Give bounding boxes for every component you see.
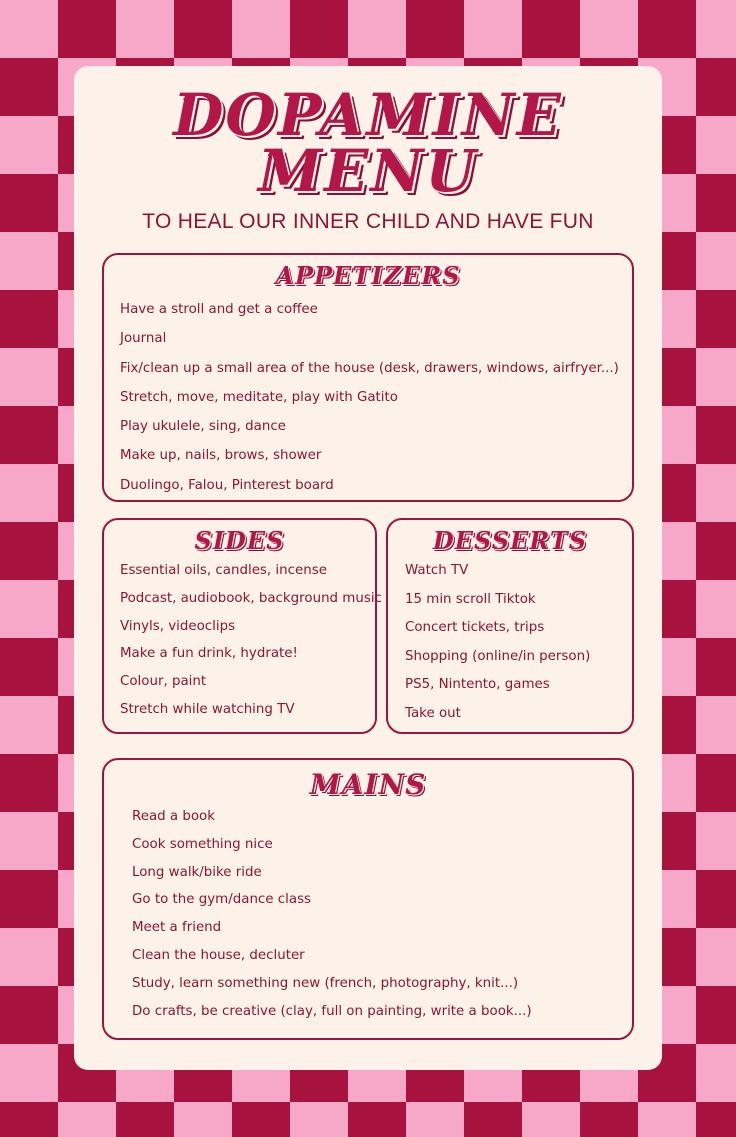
list-item: Colour, paint: [120, 674, 207, 690]
menu-card: [74, 66, 662, 1070]
list-item: Fix/clean up a small area of the house (desk, drawers, windows, airfryer...): [120, 360, 619, 376]
list-item: Have a stroll and get a coffee: [120, 302, 318, 317]
mains-title: MAINS: [309, 768, 427, 801]
list-item: Podcast, audiobook, background music: [120, 590, 382, 606]
list-item: Go to the gym/dance class: [132, 892, 312, 908]
mains-section: [102, 758, 634, 1040]
mains-list: [132, 808, 532, 1030]
sides-section: [102, 518, 382, 734]
list-item: Clean the house, decluter: [132, 947, 305, 963]
desserts-title: DESSERTS: [432, 526, 588, 555]
appetizers-title: APPETIZERS: [275, 261, 461, 290]
subtitle: TO HEAL OUR INNER CHILD AND HAVE FUN: [142, 210, 594, 233]
appetizers-section: [102, 253, 634, 502]
list-item: Make up, nails, brows, shower: [120, 448, 322, 464]
list-item: Make a fun drink, hydrate!: [120, 646, 298, 662]
list-item: Do crafts, be creative (clay, full on painting, write a book...): [132, 1003, 532, 1019]
list-item: Duolingo, Falou, Pinterest board: [120, 477, 334, 493]
list-item: Vinyls, videoclips: [120, 618, 236, 634]
list-item: Long walk/bike ride: [132, 864, 262, 880]
title-line-1: DOPAMINE: [173, 81, 563, 149]
list-item: Take out: [405, 705, 461, 721]
list-item: 15 min scroll Tiktok: [405, 591, 536, 607]
list-item: Journal: [120, 331, 167, 347]
list-item: Concert tickets, trips: [405, 620, 545, 635]
list-item: Stretch while watching TV: [120, 701, 295, 717]
list-item: Watch TV: [405, 563, 469, 578]
list-item: Study, learn something new (french, photography, knit...): [132, 975, 519, 991]
sides-title: SIDES: [194, 526, 285, 555]
list-item: Play ukulele, sing, dance: [120, 419, 286, 435]
sides-list: [120, 562, 382, 729]
title-line-2: MENU: [257, 137, 478, 205]
list-item: Read a book: [132, 809, 216, 824]
desserts-section: [386, 518, 634, 734]
list-item: Meet a friend: [132, 920, 222, 936]
list-item: Cook something nice: [132, 836, 273, 852]
list-item: PS5, Nintento, games: [405, 677, 550, 692]
appetizers-list: [120, 301, 619, 506]
desserts-list: [405, 562, 590, 733]
list-item: Stretch, move, meditate, play with Gatito: [120, 389, 398, 405]
list-item: Essential oils, candles, incense: [120, 563, 327, 578]
list-item: Shopping (online/in person): [405, 648, 591, 664]
